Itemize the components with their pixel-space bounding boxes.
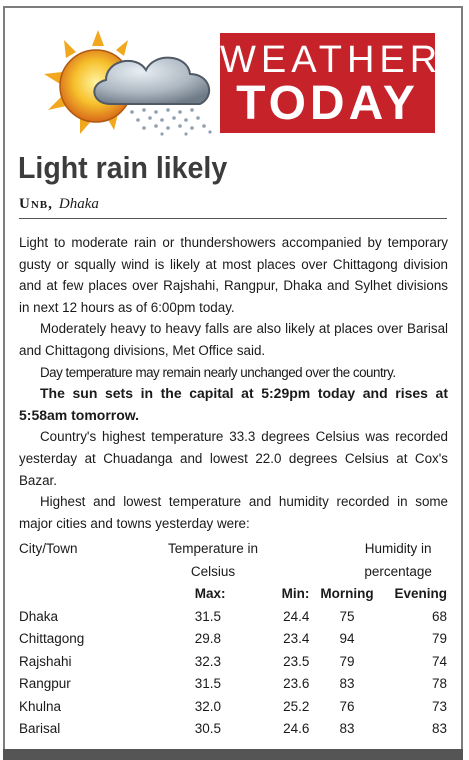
paragraph-6: Highest and lowest temperature and humidity recorded in some major cities and towns yesterday were:	[19, 494, 448, 531]
byline-divider	[19, 218, 447, 219]
morning-cell: 83	[339, 721, 355, 736]
table-subheader-row	[19, 586, 447, 609]
max-cell: 30.5	[194, 721, 222, 736]
table-header-row-2	[19, 564, 447, 587]
byline-dateline: Dhaka	[58, 196, 99, 212]
col-humidity-unit: percentage	[364, 563, 432, 579]
byline-agency: Unb,	[19, 196, 53, 212]
evening-cell: 78	[431, 676, 447, 691]
morning-cell: 79	[339, 653, 355, 669]
bottom-bar	[3, 749, 463, 760]
city-cell: Dhaka	[19, 608, 59, 624]
min-cell: 25.2	[283, 698, 310, 714]
table-row	[19, 654, 447, 677]
headline: Light rain likely	[18, 150, 228, 185]
byline	[19, 196, 99, 213]
article-body	[19, 232, 448, 534]
evening-cell: 83	[431, 721, 447, 736]
table-row	[19, 631, 447, 654]
sub-morning: Morning	[320, 586, 374, 601]
col-temp-header: Temperature in	[168, 541, 259, 556]
weather-today-banner	[220, 33, 443, 133]
weather-table	[19, 541, 447, 744]
city-cell: Chittagong	[19, 631, 85, 646]
col-city-header: City/Town	[19, 541, 78, 556]
morning-cell: 76	[339, 698, 355, 714]
min-cell: 24.6	[283, 721, 310, 736]
paragraph-3: Day temperature may remain nearly unchanged over the country.	[40, 364, 396, 380]
min-cell: 24.4	[283, 608, 310, 624]
min-cell: 23.4	[283, 631, 310, 646]
table-row	[19, 676, 447, 699]
sub-max: Max:	[194, 586, 226, 601]
sub-min: Min:	[281, 586, 310, 601]
evening-cell: 73	[431, 698, 447, 714]
evening-cell: 74	[431, 653, 447, 669]
sub-evening: Evening	[394, 586, 447, 601]
max-cell: 29.8	[194, 631, 222, 646]
morning-cell: 94	[339, 631, 355, 646]
max-cell: 32.3	[194, 653, 222, 669]
paragraph-1: Light to moderate rain or thundershowers accompanied by temporary gusty or squally wind is likely at most places over Chittagong division and at few places over Rajshahi, Rangpur, Dhaka and Sylhet divisions in next 12 hours as of 6:00pm today.	[19, 235, 448, 315]
table-row	[19, 609, 447, 632]
city-cell: Rangpur	[19, 676, 71, 691]
paragraph-4: The sun sets in the capital at 5:29pm today and rises at 5:58am tomorrow.	[19, 385, 448, 423]
evening-cell: 68	[431, 608, 447, 624]
max-cell: 32.0	[194, 698, 222, 714]
table-row	[19, 721, 447, 744]
morning-cell: 75	[339, 608, 355, 624]
morning-cell: 83	[339, 676, 355, 691]
min-cell: 23.5	[283, 653, 310, 669]
max-cell: 31.5	[194, 608, 222, 624]
col-humidity-header: Humidity in	[364, 541, 432, 556]
table-header-row-1	[19, 541, 447, 564]
max-cell: 31.5	[194, 676, 222, 691]
city-cell: Khulna	[19, 698, 62, 714]
col-temp-unit: Celsius	[190, 563, 236, 579]
min-cell: 23.6	[283, 676, 310, 691]
paragraph-5: Country's highest temperature 33.3 degrees Celsius was recorded yesterday at Chuadanga and lowest 22.0 degrees Celsius at Cox's Bazar.	[19, 429, 448, 488]
evening-cell: 79	[431, 631, 447, 646]
table-row	[19, 699, 447, 722]
city-cell: Barisal	[19, 721, 61, 736]
city-cell: Rajshahi	[19, 653, 72, 669]
banner-today-text: TODAY	[236, 77, 419, 130]
banner-weather-text: WEATHER	[220, 39, 443, 81]
sun-cloud-rain-icon	[40, 26, 220, 138]
paragraph-2: Moderately heavy to heavy falls are also likely at places over Barisal and Chittagong divisions, Met Office said.	[19, 321, 448, 358]
